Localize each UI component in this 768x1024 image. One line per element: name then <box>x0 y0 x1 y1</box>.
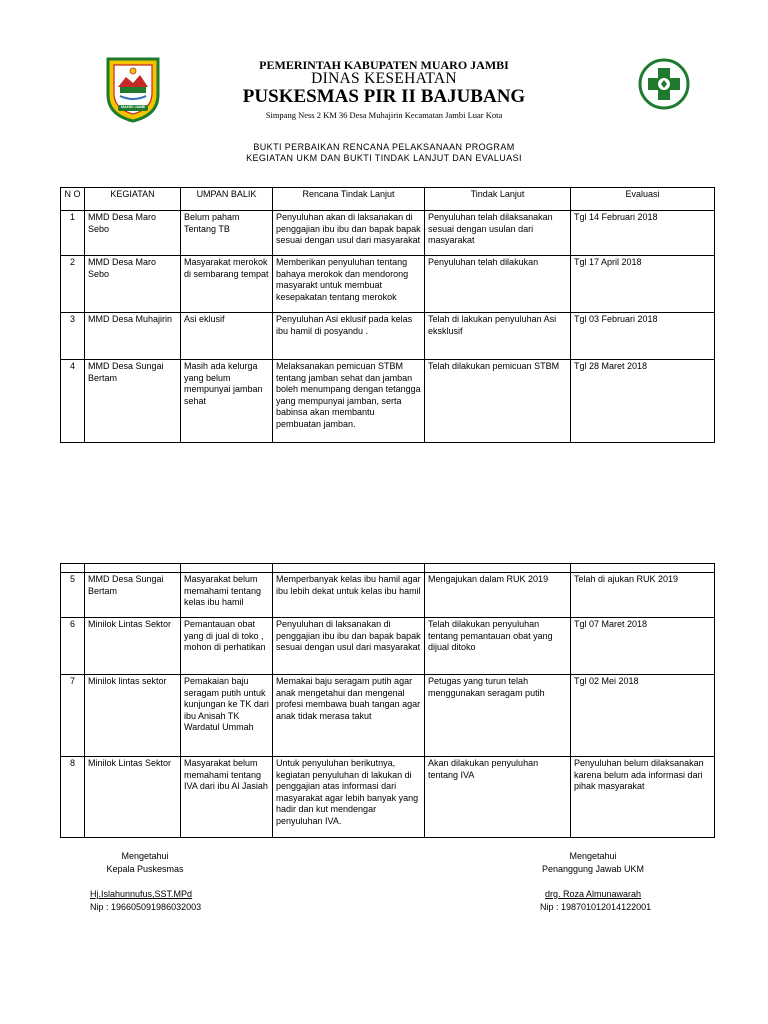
cell-umpan-balik: Masyarakat merokok di sembarang tempat <box>181 256 273 313</box>
cell-kegiatan: MMD Desa Sungai Bertam <box>85 573 181 618</box>
spacer-cell <box>181 564 273 573</box>
table-row <box>61 675 715 757</box>
cell-evaluasi: Tgl 17 April 2018 <box>571 256 715 313</box>
cell-kegiatan: MMD Desa Maro Sebo <box>85 211 181 256</box>
header-department: DINAS KESEHATAN <box>311 70 457 87</box>
spacer-cell <box>61 564 85 573</box>
cell-umpan-balik: Belum paham Tentang TB <box>181 211 273 256</box>
cell-tindak-lanjut: Telah dilakukan penyuluhan tentang pemantauan obat yang dijual ditoko <box>425 618 571 675</box>
spacer-cell <box>273 564 425 573</box>
cell-rencana: Untuk penyuluhan berikutnya, kegiatan penyuluhan di lakukan di penggajian atas informasi dari masyarakat agar lebih banyak yang hadir dan kut mendengar penyuluhan IVA. <box>273 757 425 838</box>
cell-rencana: Melaksanakan pemicuan STBM tentang jamban sehat dan jamban boleh menumpang dengan tetangga yang mempunyai jamban, serta babinsa akan membantu pembuatan jamban. <box>273 360 425 443</box>
cell-tindak-lanjut: Mengajukan dalam RUK 2019 <box>425 573 571 618</box>
evaluation-table-part2 <box>60 563 715 838</box>
signature-right-role: Penanggung Jawab UKM <box>541 864 645 874</box>
table-row <box>61 313 715 360</box>
cell-umpan-balik: Asi eklusif <box>181 313 273 360</box>
cell-kegiatan: MMD Desa Sungai Bertam <box>85 360 181 443</box>
cell-rencana: Penyuluhan akan di laksanakan di penggajian ibu ibu dan bapak bapak sesuai dengan usul dari masyarakat <box>273 211 425 256</box>
cell-rencana: Memberikan penyuluhan tentang bahaya merokok dan mendorong masyarakt untuk membuat kesepakatan tentang merokok <box>273 256 425 313</box>
cell-evaluasi: Telah di ajukan RUK 2019 <box>571 573 715 618</box>
header-government: PEMERINTAH KABUPATEN MUARO JAMBI <box>259 58 509 72</box>
cell-no: 8 <box>61 757 85 838</box>
header-address: Simpang Ness 2 KM 36 Desa Muhajirin Kecamatan Jambi Luar Kota <box>265 110 503 120</box>
table-row <box>61 360 715 443</box>
cell-no: 5 <box>61 573 85 618</box>
header-rencana-tindak-lanjut: Rencana Tindak Lanjut <box>273 188 425 211</box>
table-row <box>61 757 715 838</box>
cell-tindak-lanjut: Akan dilakukan penyuluhan tentang IVA <box>425 757 571 838</box>
spacer-cell <box>571 564 715 573</box>
table-row <box>61 618 715 675</box>
cell-no: 2 <box>61 256 85 313</box>
cell-umpan-balik: Pemantauan obat yang di jual di toko , mohon di perhatikan <box>181 618 273 675</box>
evaluation-table-part1 <box>60 187 715 443</box>
header-no: N O <box>61 188 85 211</box>
cell-evaluasi: Tgl 07 Maret 2018 <box>571 618 715 675</box>
cell-evaluasi: Tgl 28 Maret 2018 <box>571 360 715 443</box>
table-spacer-row <box>61 564 715 573</box>
cell-no: 4 <box>61 360 85 443</box>
cell-no: 6 <box>61 618 85 675</box>
signature-left-block <box>60 850 230 876</box>
table-row <box>61 573 715 618</box>
header-institution: PUSKESMAS PIR II BAJUBANG <box>242 86 526 107</box>
cell-kegiatan: Minilok Lintas Sektor <box>85 618 181 675</box>
cell-umpan-balik: Masyarakat belum memahami tentang IVA dari ibu Al Jasiah <box>181 757 273 838</box>
cell-no: 3 <box>61 313 85 360</box>
logo-caption: MUARO JAMBI <box>120 105 146 109</box>
cell-tindak-lanjut: Telah dilakukan pemicuan STBM <box>425 360 571 443</box>
signature-left-nip: Nip : 196605091986032003 <box>90 902 202 912</box>
cell-no: 7 <box>61 675 85 757</box>
cell-umpan-balik: Pemakaian baju seragam putih untuk kunjungan ke TK dari ibu Anisah TK Wardatul Ummah <box>181 675 273 757</box>
header-tindak-lanjut: Tindak Lanjut <box>425 188 571 211</box>
table-header-row <box>61 188 715 211</box>
signature-right-block <box>508 850 678 876</box>
cell-tindak-lanjut: Penyuluhan telah dilakukan <box>425 256 571 313</box>
signature-left-name: Hj.Islahunnufus,SST.MPd <box>90 889 193 899</box>
cell-rencana: Penyuluhan di laksanakan di penggajian ibu ibu dan bapak bapak sesuai dengan usul dari masyarakat <box>273 618 425 675</box>
signature-right-name: drg. Roza Almunawarah <box>545 889 642 899</box>
spacer-cell <box>425 564 571 573</box>
cell-tindak-lanjut: Penyuluhan telah dilaksanakan sesuai dengan usulan dari masyarakat <box>425 211 571 256</box>
signature-right-acknowledge: Mengetahui <box>569 851 617 861</box>
cell-no: 1 <box>61 211 85 256</box>
document-subtitle: KEGIATAN UKM DAN BUKTI TINDAK LANJUT DAN EVALUASI <box>246 153 522 163</box>
cell-rencana: Memakai baju seragam putih agar anak mengetahui dan mengenal profesi membawa buah tangan agar anak tidak merasa takut <box>273 675 425 757</box>
cell-evaluasi: Tgl 14 Februari 2018 <box>571 211 715 256</box>
cell-tindak-lanjut: Petugas yang turun telah menggunakan seragam putih <box>425 675 571 757</box>
cell-rencana: Penyuluhan Asi eklusif pada kelas ibu hamil di posyandu . <box>273 313 425 360</box>
cell-evaluasi: Tgl 03 Februari 2018 <box>571 313 715 360</box>
header-umpan-balik: UMPAN BALIK <box>181 188 273 211</box>
cell-umpan-balik: Masih ada kelurga yang belum mempunyai jamban sehat <box>181 360 273 443</box>
signature-left-role: Kepala Puskesmas <box>106 864 184 874</box>
table-row <box>61 211 715 256</box>
header-kegiatan: KEGIATAN <box>85 188 181 211</box>
signature-left-acknowledge: Mengetahui <box>121 851 169 861</box>
cell-kegiatan: Minilok lintas sektor <box>85 675 181 757</box>
cell-evaluasi: Penyuluhan belum dilaksanakan karena belum ada informasi dari pihak masyarakat <box>571 757 715 838</box>
cell-rencana: Memperbanyak kelas ibu hamil agar ibu lebih dekat untuk kelas ibu hamil <box>273 573 425 618</box>
cell-kegiatan: MMD Desa Maro Sebo <box>85 256 181 313</box>
cell-tindak-lanjut: Telah di lakukan penyuluhan Asi eksklusif <box>425 313 571 360</box>
header-evaluasi: Evaluasi <box>571 188 715 211</box>
cell-evaluasi: Tgl 02 Mei 2018 <box>571 675 715 757</box>
document-title: BUKTI PERBAIKAN RENCANA PELAKSANAAN PROGRAM <box>253 142 515 152</box>
cell-kegiatan: Minilok Lintas Sektor <box>85 757 181 838</box>
cell-kegiatan: MMD Desa Muhajirin <box>85 313 181 360</box>
table-row <box>61 256 715 313</box>
signature-right-nip: Nip : 198701012014122001 <box>540 902 652 912</box>
cell-umpan-balik: Masyarakat belum memahami tentang kelas ibu hamil <box>181 573 273 618</box>
spacer-cell <box>85 564 181 573</box>
